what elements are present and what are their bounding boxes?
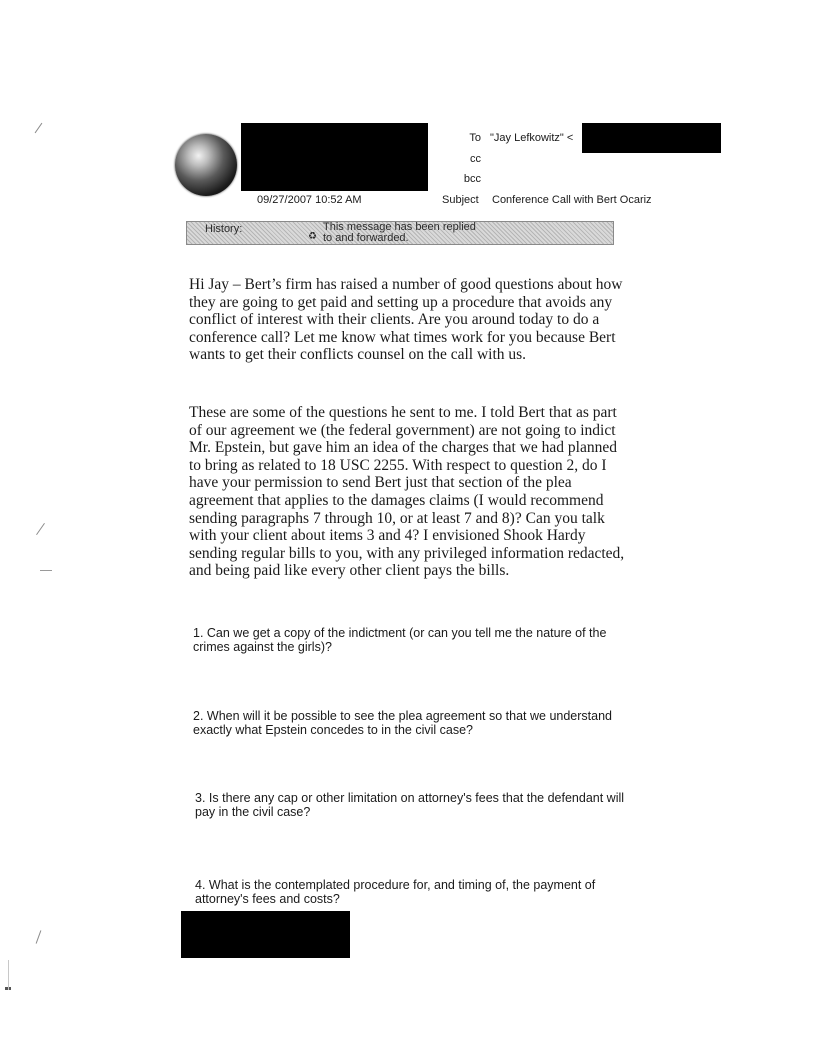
scan-speck bbox=[8, 960, 9, 990]
subject-value: Conference Call with Bert Ocariz bbox=[492, 194, 652, 206]
to-value: "Jay Lefkowitz" < bbox=[490, 132, 574, 144]
scan-mark bbox=[36, 523, 45, 535]
sent-date: 09/27/2007 10:52 AM bbox=[257, 194, 362, 206]
history-message-line1: This message has been replied bbox=[323, 221, 476, 233]
history-label: History: bbox=[205, 223, 243, 235]
history-bar bbox=[186, 221, 614, 245]
scan-speck bbox=[40, 570, 52, 571]
history-message-line2: to and forwarded. bbox=[323, 232, 409, 244]
cc-label: cc bbox=[470, 153, 481, 165]
question-4: 4. What is the contemplated procedure for, and timing of, the payment of attorney's fees and costs? bbox=[195, 878, 596, 906]
subject-label: Subject bbox=[442, 194, 479, 206]
reply-forward-icon: ♻ bbox=[308, 231, 317, 242]
redacted-signature-block bbox=[181, 911, 350, 958]
question-2: 2. When will it be possible to see the plea agreement so that we understand exactly what Epstein concedes to in the civil case? bbox=[193, 709, 613, 737]
body-paragraph-1: Hi Jay – Bert’s firm has raised a number of good questions about how they are going to get paid and setting up a procedure that avoids any conflict of interest with their clients. Are you around today to do a conference call? Let me know what times work for you because Bert wants to get their conflicts counsel on the call with us. bbox=[189, 276, 623, 364]
redacted-sender-block bbox=[241, 123, 428, 191]
bcc-label: bcc bbox=[463, 173, 481, 185]
question-3: 3. Is there any cap or other limitation on attorney's fees that the defendant will pay in the civil case? bbox=[195, 791, 625, 819]
scan-mark bbox=[35, 123, 43, 133]
to-label: To bbox=[469, 132, 481, 144]
body-paragraph-2: These are some of the questions he sent to me. I told Bert that as part of our agreement we (the federal government) are not going to indict Mr. Epstein, but gave him an idea of the charges that we had planned to bring as related to 18 USC 2255. With respect to question 2, do I have your permission to send Bert just that section of the plea agreement that applies to the damages claims (I would recommend sending paragraphs 7 through 10, or at least 7 and 8)? Can you talk with your client about items 3 and 4? I envisioned Shook Hardy sending regular bills to you, with any privileged information redacted, and being paid like every other client pays the bills. bbox=[189, 404, 625, 580]
question-1: 1. Can we get a copy of the indictment (or can you tell me the nature of the crimes against the girls)? bbox=[193, 626, 607, 654]
redacted-email-address bbox=[582, 123, 721, 153]
scan-mark bbox=[36, 930, 42, 943]
sender-avatar-globe bbox=[175, 134, 237, 196]
